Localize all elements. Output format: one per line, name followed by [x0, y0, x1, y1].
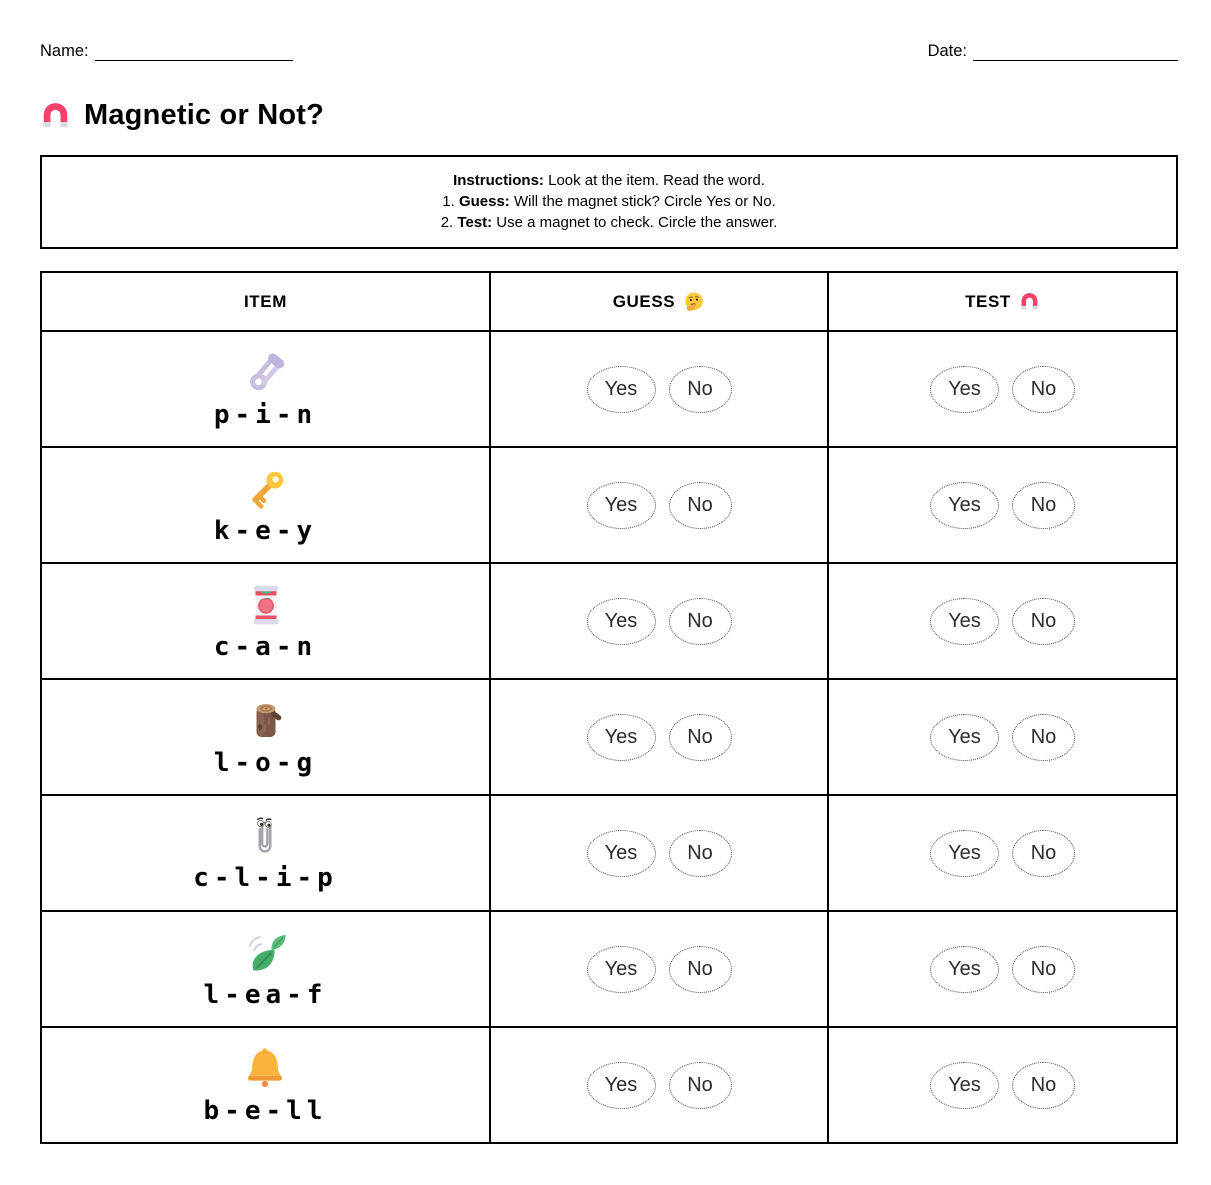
guess-no-button[interactable]: No [669, 482, 732, 529]
guess-yes-button[interactable]: Yes [587, 946, 656, 993]
instructions-box [40, 155, 1178, 249]
guess-cell-pin [491, 332, 829, 448]
item-word: c-l-i-p [193, 862, 338, 893]
test-yes-button[interactable]: Yes [930, 830, 999, 877]
bell-icon [241, 1045, 289, 1093]
item-cell-leaf [42, 912, 491, 1028]
column-header-guess [491, 273, 829, 332]
magnet-icon [40, 100, 71, 131]
guess-header-label: GUESS [612, 291, 676, 311]
item-cell-can [42, 564, 491, 680]
guess-no-button[interactable]: No [669, 366, 732, 413]
test-cell-leaf [829, 912, 1176, 1028]
item-word: c-a-n [213, 631, 318, 662]
test-yes-button[interactable]: Yes [930, 714, 999, 761]
item-word: b-e-ll [203, 1095, 328, 1126]
item-word: p-i-n [213, 399, 318, 430]
test-yes-button[interactable]: Yes [930, 946, 999, 993]
test-no-button[interactable]: No [1012, 366, 1075, 413]
test-no-button[interactable]: No [1012, 1062, 1075, 1109]
thinking-face-icon [683, 291, 705, 313]
item-word: k-e-y [213, 515, 318, 546]
canned-food-icon [242, 581, 290, 629]
step-1-text: Will the magnet stick? Circle Yes or No. [509, 193, 776, 210]
test-yes-button[interactable]: Yes [930, 366, 999, 413]
guess-cell-can [491, 564, 829, 680]
test-cell-log [829, 680, 1176, 796]
item-word: l-ea-f [203, 979, 328, 1010]
test-cell-pin [829, 332, 1176, 448]
test-yes-button[interactable]: Yes [930, 598, 999, 645]
name-input-line[interactable] [95, 45, 293, 61]
guess-no-button[interactable]: No [669, 1062, 732, 1109]
test-cell-clip [829, 796, 1176, 912]
guess-yes-button[interactable]: Yes [587, 714, 656, 761]
guess-cell-leaf [491, 912, 829, 1028]
name-field [40, 42, 293, 61]
paperclip-icon [242, 814, 288, 860]
date-input-line[interactable] [973, 45, 1178, 61]
test-cell-can [829, 564, 1176, 680]
test-no-button[interactable]: No [1012, 830, 1075, 877]
instructions-intro-text: Look at the item. Read the word. [543, 172, 765, 189]
test-no-button[interactable]: No [1012, 598, 1075, 645]
guess-cell-clip [491, 796, 829, 912]
guess-cell-key [491, 448, 829, 564]
step-2-bold: Test: [457, 214, 493, 231]
guess-no-button[interactable]: No [669, 830, 732, 877]
instructions-intro-bold: Instructions: [453, 172, 544, 189]
step-1-number: 1. [442, 193, 455, 210]
magnet-icon [1019, 291, 1040, 312]
test-no-button[interactable]: No [1012, 714, 1075, 761]
guess-cell-log [491, 680, 829, 796]
test-no-button[interactable]: No [1012, 482, 1075, 529]
date-label: Date: [927, 42, 967, 60]
item-cell-key [42, 448, 491, 564]
log-icon [242, 697, 290, 745]
step-2-text: Use a magnet to check. Circle the answer. [492, 214, 778, 231]
item-word: l-o-g [213, 747, 318, 778]
item-header-label: ITEM [243, 291, 287, 311]
instructions-line-test [52, 212, 1166, 233]
step-1-bold: Guess: [458, 193, 510, 210]
guess-yes-button[interactable]: Yes [587, 366, 656, 413]
leaf-icon [241, 929, 289, 977]
guess-yes-button[interactable]: Yes [587, 598, 656, 645]
name-label: Name: [40, 42, 89, 60]
column-header-item [42, 273, 491, 332]
date-field [928, 42, 1178, 61]
guess-yes-button[interactable]: Yes [587, 482, 656, 529]
item-cell-clip [42, 796, 491, 912]
key-icon [242, 465, 290, 513]
guess-yes-button[interactable]: Yes [587, 1062, 656, 1109]
test-cell-key [829, 448, 1176, 564]
instructions-line-intro [52, 170, 1166, 191]
guess-no-button[interactable]: No [669, 598, 732, 645]
instructions-line-guess [52, 191, 1166, 212]
page-title: Magnetic or Not? [84, 99, 325, 131]
test-header-label: TEST [965, 291, 1011, 311]
step-2-number: 2. [440, 214, 454, 231]
test-yes-button[interactable]: Yes [930, 482, 999, 529]
guess-yes-button[interactable]: Yes [587, 830, 656, 877]
guess-no-button[interactable]: No [669, 946, 732, 993]
test-cell-bell [829, 1028, 1176, 1142]
safety-pin-icon [242, 349, 290, 397]
item-cell-log [42, 680, 491, 796]
item-cell-pin [42, 332, 491, 448]
guess-cell-bell [491, 1028, 829, 1142]
title-row [40, 99, 1178, 132]
item-cell-bell [42, 1028, 491, 1142]
guess-no-button[interactable]: No [669, 714, 732, 761]
name-date-row [40, 42, 1178, 61]
test-no-button[interactable]: No [1012, 946, 1075, 993]
test-yes-button[interactable]: Yes [930, 1062, 999, 1109]
worksheet-table [40, 271, 1178, 1144]
column-header-test [829, 273, 1176, 332]
